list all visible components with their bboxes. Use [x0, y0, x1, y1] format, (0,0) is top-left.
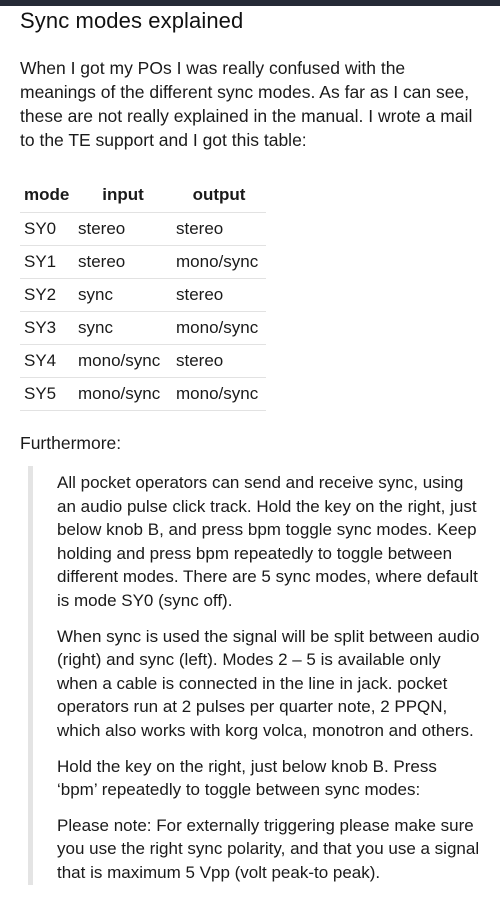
table-row: [20, 279, 266, 312]
cell-mode: SY0: [20, 213, 74, 246]
cell-mode: SY4: [20, 345, 74, 378]
article-content: [20, 6, 480, 901]
cell-input: mono/sync: [74, 345, 172, 378]
furthermore-label: Furthermore:: [20, 433, 122, 453]
header-output: output: [172, 178, 266, 213]
table-header-row: [20, 178, 266, 213]
cell-output: mono/sync: [172, 246, 266, 279]
cell-mode: SY2: [20, 279, 74, 312]
quote-paragraph: Please note: For externally triggering please make sure you use the right sync polarity, and that you use a signal that is maximum 5 Vpp (volt peak-to peak).: [57, 815, 480, 882]
cell-output: stereo: [172, 279, 266, 312]
cell-output: mono/sync: [172, 312, 266, 345]
table-row: [20, 312, 266, 345]
cell-output: mono/sync: [172, 378, 266, 411]
header-input: input: [74, 178, 172, 213]
table-row: [20, 378, 266, 411]
cell-output: stereo: [172, 345, 266, 378]
cell-mode: SY1: [20, 246, 74, 279]
cell-input: stereo: [74, 213, 172, 246]
cell-input: stereo: [74, 246, 172, 279]
cell-input: sync: [74, 279, 172, 312]
cell-input: mono/sync: [74, 378, 172, 411]
page-title: Sync modes explained: [20, 8, 244, 33]
cell-output: stereo: [172, 213, 266, 246]
intro-paragraph: When I got my POs I was really confused with the meanings of the different sync modes. As far as I can see, these are not really explained in the manual. I wrote a mail to the TE support and I got this table:: [20, 58, 473, 150]
quoted-support-reply: [28, 466, 480, 885]
quote-paragraph: All pocket operators can send and receive sync, using an audio pulse click track. Hold the key on the right, just below knob B, and press bpm toggle sync modes. Keep holding and press bpm repeatedly to toggle between different modes. There are 5 sync modes, where default is mode SY0 (sync off).: [57, 473, 478, 610]
quote-paragraph: Hold the key on the right, just below knob B. Press ‘bpm’ repeatedly to toggle between sync modes:: [57, 756, 437, 800]
table-row: [20, 345, 266, 378]
table-row: [20, 246, 266, 279]
sync-modes-table: [20, 178, 266, 411]
cell-mode: SY5: [20, 378, 74, 411]
table-row: [20, 213, 266, 246]
quote-paragraph: When sync is used the signal will be split between audio (right) and sync (left). Modes 2 – 5 is available only when a cable is connected in the line in jack. pocket operators run at 2 pulses per quarter note, 2 PPQN, which also works with korg volca, monotron and others.: [57, 626, 480, 740]
header-mode: mode: [20, 178, 74, 213]
cell-mode: SY3: [20, 312, 74, 345]
cell-input: sync: [74, 312, 172, 345]
